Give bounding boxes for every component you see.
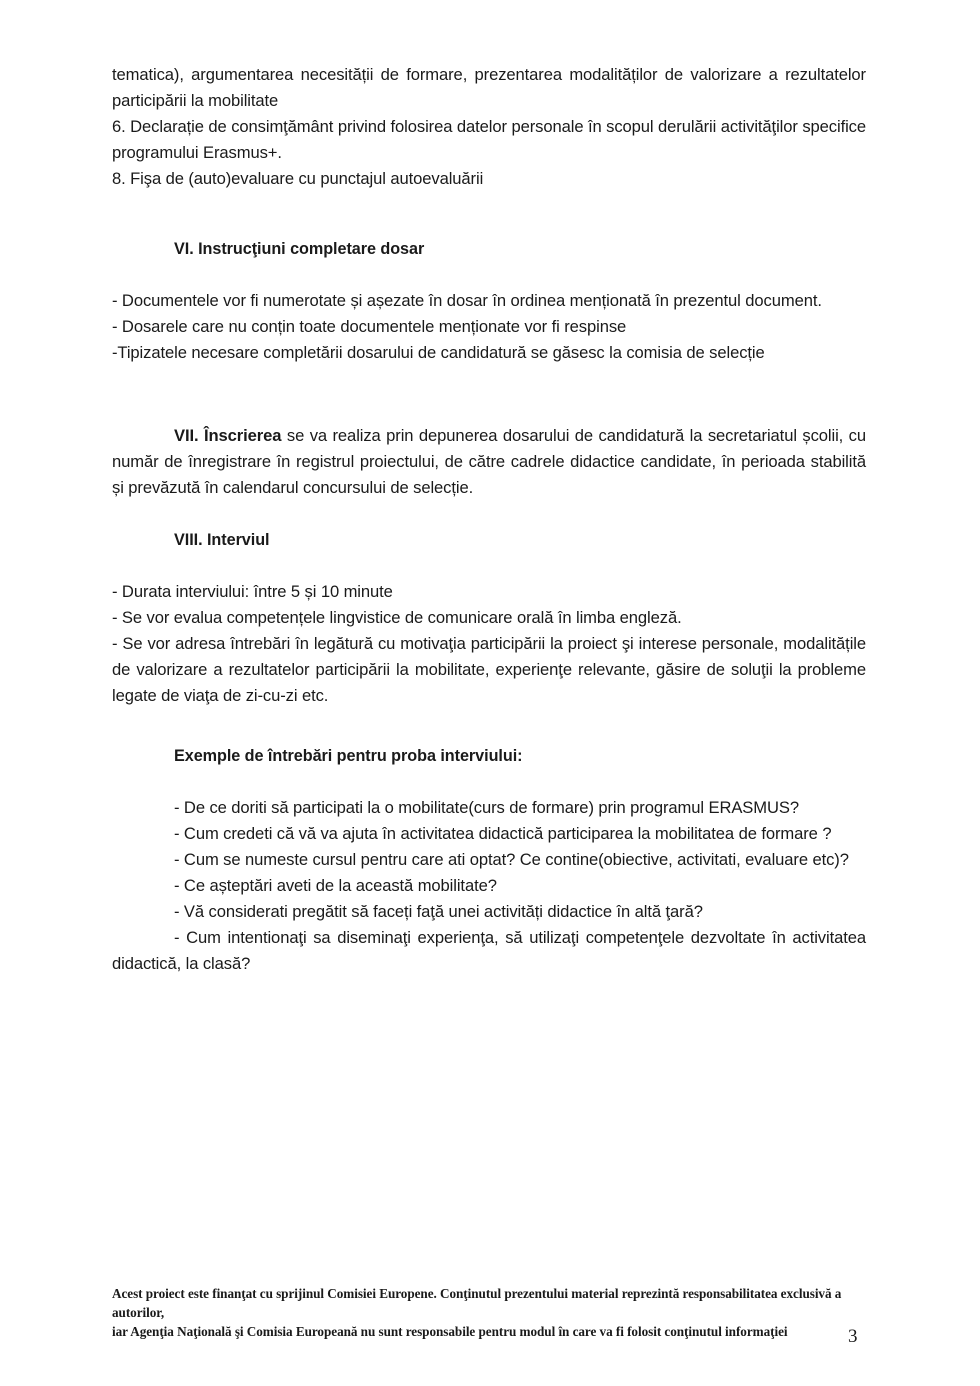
spacer xyxy=(112,769,866,795)
list-item: - Dosarele care nu conțin toate documentele menționate vor fi respinse xyxy=(112,317,627,336)
document-item-8: 8. Fişa de (auto)evaluare cu punctajul autoevaluării xyxy=(112,169,484,188)
spacer xyxy=(112,262,866,288)
section-viii-bullets xyxy=(112,579,866,709)
section-vi-heading: VI. Instrucţiuni completare dosar xyxy=(174,240,425,258)
document-item-6: 6. Declarație de consimţământ privind folosirea datelor personale în scopul derulării activităţilor specifice programului Erasmus+. xyxy=(112,117,866,162)
section-vii-heading: VII. Înscrierea xyxy=(174,426,282,445)
list-item: - Se vor adresa întrebări în legătură cu motivaţia participării la proiect şi interese personale, modalitățile de valorizare a rezultatelor participării la mobilitate, experienţe relevante, găsire de soluţii la probleme legate de viaţa de zi-cu-zi etc. xyxy=(112,634,866,705)
page-number: 3 xyxy=(848,1326,858,1347)
section-vi xyxy=(112,236,866,366)
spacer xyxy=(112,366,866,410)
section-viii xyxy=(112,527,866,977)
section-vii-paragraph xyxy=(112,423,866,501)
top-continued-block xyxy=(112,62,866,192)
section-vii xyxy=(112,423,866,501)
list-item: - Cum se numeste cursul pentru care ati optat? Ce contine(obiective, activitati, evaluare etc)? xyxy=(174,850,849,869)
list-item: -Tipizatele necesare completării dosarului de candidatură se găsesc la comisia de selecție xyxy=(112,343,765,362)
section-vii-body: se va realiza prin depunerea dosarului de candidatură la secretariatul școlii, cu număr de înregistrare în registrul proiectului, de către cadrele didactice candidate, în perioada stabilită și prevăzută în calendarul concursului de selecție. xyxy=(112,426,866,497)
interview-questions-list xyxy=(112,795,866,977)
list-item: - Vă considerati pregătit să faceți faţă unei activități didactice în altă ţară? xyxy=(174,902,703,921)
spacer xyxy=(112,410,866,423)
list-item: - Cum intentionaţi sa diseminaţi experienţa, să utilizaţi competenţele dezvoltate în activitatea didactică, la clasă? xyxy=(112,928,866,973)
footer-line-1: Acest proiect este finanţat cu sprijinul Comisiei Europene. Conţinutul prezentului material reprezintă responsabilitatea exclusivă a autorilor, xyxy=(112,1286,842,1320)
spacer xyxy=(112,192,866,236)
spacer xyxy=(112,709,866,743)
continued-paragraph-line: tematica), argumentarea necesității de formare, prezentarea modalităților de valorizare a rezultatelor participării la mobilitate xyxy=(112,65,866,110)
section-viii-heading: VIII. Interviul xyxy=(174,531,270,549)
page-footer xyxy=(112,1284,870,1341)
interview-examples-heading: Exemple de întrebări pentru proba interviului: xyxy=(174,747,523,765)
list-item: - Documentele vor fi numerotate și așezate în dosar în ordinea menționată în prezentul document. xyxy=(112,291,822,310)
footer-line-2: iar Agenţia Naţională şi Comisia Europeană nu sunt responsabile pentru modul în care va fi folosit conţinutul informaţiei xyxy=(112,1324,788,1339)
list-item: - Ce așteptări aveti de la această mobilitate? xyxy=(174,876,497,895)
list-item: - Durata interviului: între 5 și 10 minute xyxy=(112,582,393,601)
section-vi-bullets xyxy=(112,288,866,366)
list-item: - Cum credeti că vă va ajuta în activitatea didactică participarea la mobilitatea de formare ? xyxy=(174,824,832,843)
list-item: - Se vor evalua competențele lingvistice de comunicare orală în limba engleză. xyxy=(112,608,682,627)
spacer xyxy=(112,553,866,579)
page-content xyxy=(112,62,866,977)
spacer xyxy=(112,501,866,527)
list-item: - De ce doriti să participati la o mobilitate(curs de formare) prin programul ERASMUS? xyxy=(174,798,799,817)
